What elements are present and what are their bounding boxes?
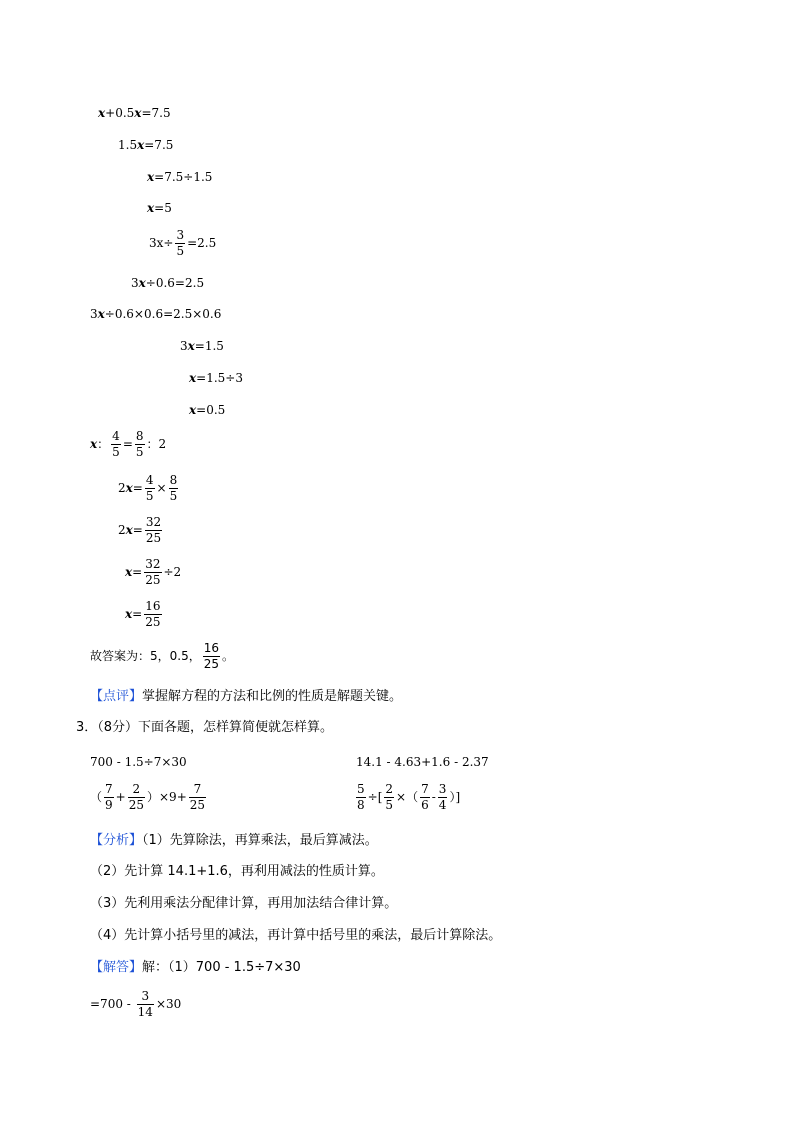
fraction: $\frac{8}{5}$ — [135, 429, 144, 459]
analysis-line-4: （4）先计算小括号里的减法，再计算中括号里的乘法，最后计算除法。 — [90, 928, 502, 943]
problem-1: 700 - 1.5÷7×30 — [90, 755, 187, 769]
problem-2: 14.1 - 4.63+1.6 - 2.37 — [356, 755, 489, 769]
problem-4: $\frac{5}{8}$ ÷[ $\frac{2}{5}$ ×（ $\frac{7}{6}$ - $\frac{3}{4}$ ）] — [357, 782, 461, 812]
eq3-line4: x= $\frac{32}{25}$ ÷2 — [125, 557, 182, 587]
comment-tag: 【点评】 — [90, 689, 143, 704]
question3-heading: 3．（8分）下面各题，怎样算简便就怎样算。 — [76, 720, 334, 735]
fraction: $\frac{8}{5}$ — [169, 473, 178, 503]
analysis-line-3: （3）先利用乘法分配律计算，再用加法结合律计算。 — [90, 896, 398, 911]
fraction: $\frac{3}{14}$ — [137, 989, 153, 1019]
eq1-line3: x=7.5÷1.5 — [147, 170, 213, 184]
fraction: $\frac{7}{25}$ — [189, 782, 206, 812]
eq3-line2: 2x= $\frac{4}{5}$ × $\frac{8}{5}$ — [118, 473, 178, 503]
eq2-line1: 3x÷ $\frac{3}{5}$ =2.5 — [149, 228, 217, 258]
fraction: $\frac{32}{25}$ — [145, 515, 162, 545]
eq2-line5: x=1.5÷3 — [189, 371, 243, 385]
eq2-line4: 3x=1.5 — [180, 339, 224, 353]
fraction: $\frac{2}{25}$ — [128, 782, 144, 812]
fraction: $\frac{4}{5}$ — [112, 429, 120, 459]
eq3-line1: x： $\frac{4}{5}$ = $\frac{8}{5}$ ：2 — [90, 429, 167, 459]
eq2-line2: 3x÷0.6=2.5 — [131, 276, 205, 290]
fraction: $\frac{3}{5}$ — [176, 228, 185, 258]
solution-line-1: 【解答】解：（1）700 - 1.5÷7×30 — [90, 960, 301, 975]
eq1-line4: x=5 — [147, 201, 172, 215]
eq1-line2: 1.5x=7.5 — [118, 138, 174, 152]
answer-line: 故答案为：5，0.5， $\frac{16}{25}$ 。 — [90, 641, 235, 671]
analysis-line-2: （2）先计算 14.1+1.6，再利用减法的性质计算。 — [90, 864, 384, 879]
eq1-line1: x+0.5x=7.5 — [98, 106, 171, 120]
analysis-tag: 【分析】 — [90, 833, 143, 848]
fraction: $\frac{32}{25}$ — [145, 557, 161, 587]
eq3-line3: 2x= $\frac{32}{25}$ — [118, 515, 162, 545]
fraction: $\frac{7}{6}$ — [421, 782, 429, 812]
fraction: $\frac{3}{4}$ — [438, 782, 447, 812]
solution-tag: 【解答】 — [90, 960, 143, 975]
eq2-line3: 3x÷0.6×0.6=2.5×0.6 — [90, 307, 222, 321]
fraction: $\frac{4}{5}$ — [145, 473, 154, 503]
fraction: $\frac{2}{5}$ — [385, 782, 394, 812]
problem-3: （ $\frac{7}{9}$ + $\frac{2}{25}$ ）×9+ $\frac{7}{25}$ — [90, 782, 206, 812]
fraction: $\frac{16}{25}$ — [203, 641, 220, 671]
eq2-line6: x=0.5 — [189, 403, 226, 417]
fraction: $\frac{7}{9}$ — [105, 782, 113, 812]
solution-line-2: =700 - $\frac{3}{14}$ ×30 — [90, 989, 182, 1019]
eq3-line5: x= $\frac{16}{25}$ — [125, 599, 161, 629]
analysis-line-1: 【分析】（1）先算除法，再算乘法，最后算减法。 — [90, 833, 378, 848]
fraction: $\frac{16}{25}$ — [145, 599, 161, 629]
comment-line: 【点评】掌握解方程的方法和比例的性质是解题关键。 — [90, 689, 403, 704]
fraction: $\frac{5}{8}$ — [357, 782, 365, 812]
